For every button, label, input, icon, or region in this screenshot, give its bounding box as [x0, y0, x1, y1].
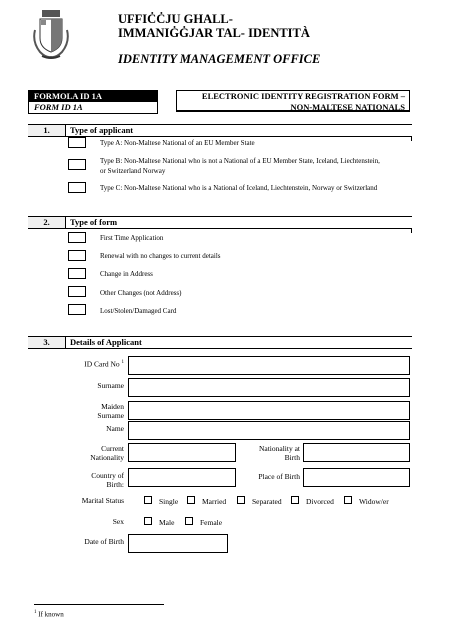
separated-checkbox[interactable] [237, 496, 245, 504]
form-id-en: FORM ID 1A [34, 102, 83, 112]
country-of-birth-field[interactable] [128, 468, 236, 487]
type-b-label: Type B: Non-Maltese National who is not a National of a EU Member State, Iceland, Liechtenstein, [100, 157, 380, 165]
type-b-checkbox[interactable] [68, 159, 86, 170]
separated-label: Separated [252, 497, 282, 506]
place-of-birth-field[interactable] [303, 468, 410, 487]
dob-field[interactable] [128, 534, 228, 553]
single-checkbox[interactable] [144, 496, 152, 504]
place-of-birth-label: Place of Birth [258, 472, 300, 481]
section-number: 2. [28, 217, 66, 228]
id-card-field[interactable] [128, 356, 410, 375]
section-3-header [28, 336, 412, 349]
married-checkbox[interactable] [187, 496, 195, 504]
section-number: 1. [28, 125, 66, 136]
lost-card-checkbox[interactable] [68, 304, 86, 315]
section-title: Details of Applicant [70, 337, 142, 347]
single-label: Single [159, 497, 179, 506]
form-title: ELECTRONIC IDENTITY REGISTRATION FORM – NON-MALTESE NATIONALS [176, 90, 410, 112]
surname-field[interactable] [128, 378, 410, 397]
first-time-checkbox[interactable] [68, 232, 86, 243]
maiden-surname-field[interactable] [128, 401, 410, 420]
footnote-divider [34, 604, 164, 605]
current-nationality-label: Current Nationality [90, 444, 124, 462]
section-2-header [28, 216, 412, 229]
type-c-label: Type C: Non-Maltese National who is a National of Iceland, Liechtenstein, Norway or Switzerland [100, 184, 378, 192]
section-title: Type of form [70, 217, 118, 227]
malta-crest-logo [32, 10, 70, 60]
type-c-checkbox[interactable] [68, 182, 86, 193]
section-number: 3. [28, 337, 66, 348]
marital-status-label: Marital Status [81, 496, 124, 505]
change-address-checkbox[interactable] [68, 268, 86, 279]
divorced-checkbox[interactable] [291, 496, 299, 504]
male-label: Male [159, 518, 175, 527]
id-card-label: ID Card No $^1$ [84, 359, 124, 369]
section-title: Type of applicant [70, 125, 134, 135]
male-checkbox[interactable] [144, 517, 152, 525]
widow-checkbox[interactable] [344, 496, 352, 504]
form-id-mt: FORMOLA ID 1A [29, 91, 157, 102]
type-b-label-cont: or Switzerland Norway [100, 167, 166, 175]
divider-tick [411, 136, 412, 141]
female-label: Female [200, 518, 223, 527]
renewal-checkbox[interactable] [68, 250, 86, 261]
name-label: Name [106, 424, 124, 433]
office-subtitle: IDENTITY MANAGEMENT OFFICE [118, 52, 321, 66]
name-field[interactable] [128, 421, 410, 440]
renewal-label: Renewal with no changes to current details [100, 252, 221, 260]
maiden-surname-label: Maiden Surname [97, 402, 124, 420]
surname-label: Surname [97, 381, 124, 390]
divorced-label: Divorced [306, 497, 334, 506]
widow-label: Widow/er [359, 497, 389, 506]
nationality-at-birth-label: Nationality at Birth [258, 444, 300, 462]
sex-label: Sex [112, 517, 124, 526]
nationality-at-birth-field[interactable] [303, 443, 410, 462]
other-changes-checkbox[interactable] [68, 286, 86, 297]
lost-card-label: Lost/Stolen/Damaged Card [100, 307, 177, 315]
dob-label: Date of Birth [84, 537, 124, 546]
first-time-label: First Time Application [100, 234, 164, 242]
female-checkbox[interactable] [185, 517, 193, 525]
change-address-label: Change in Address [100, 270, 153, 278]
other-changes-label: Other Changes (not Address) [100, 289, 182, 297]
country-of-birth-label: Country of Birth: [91, 471, 124, 489]
married-label: Married [202, 497, 227, 506]
form-id-box [28, 90, 158, 114]
current-nationality-field[interactable] [128, 443, 236, 462]
type-a-checkbox[interactable] [68, 137, 86, 148]
type-a-label: Type A: Non-Maltese National of an EU Member State [100, 139, 255, 147]
divider-tick [411, 228, 412, 233]
section-1-header [28, 124, 412, 137]
footnote: $^1$ If known [34, 610, 64, 619]
office-title: UFFIĊĊJU GHALL- IMMANIĠĠJAR TAL- IDENTITÀ [118, 12, 310, 40]
